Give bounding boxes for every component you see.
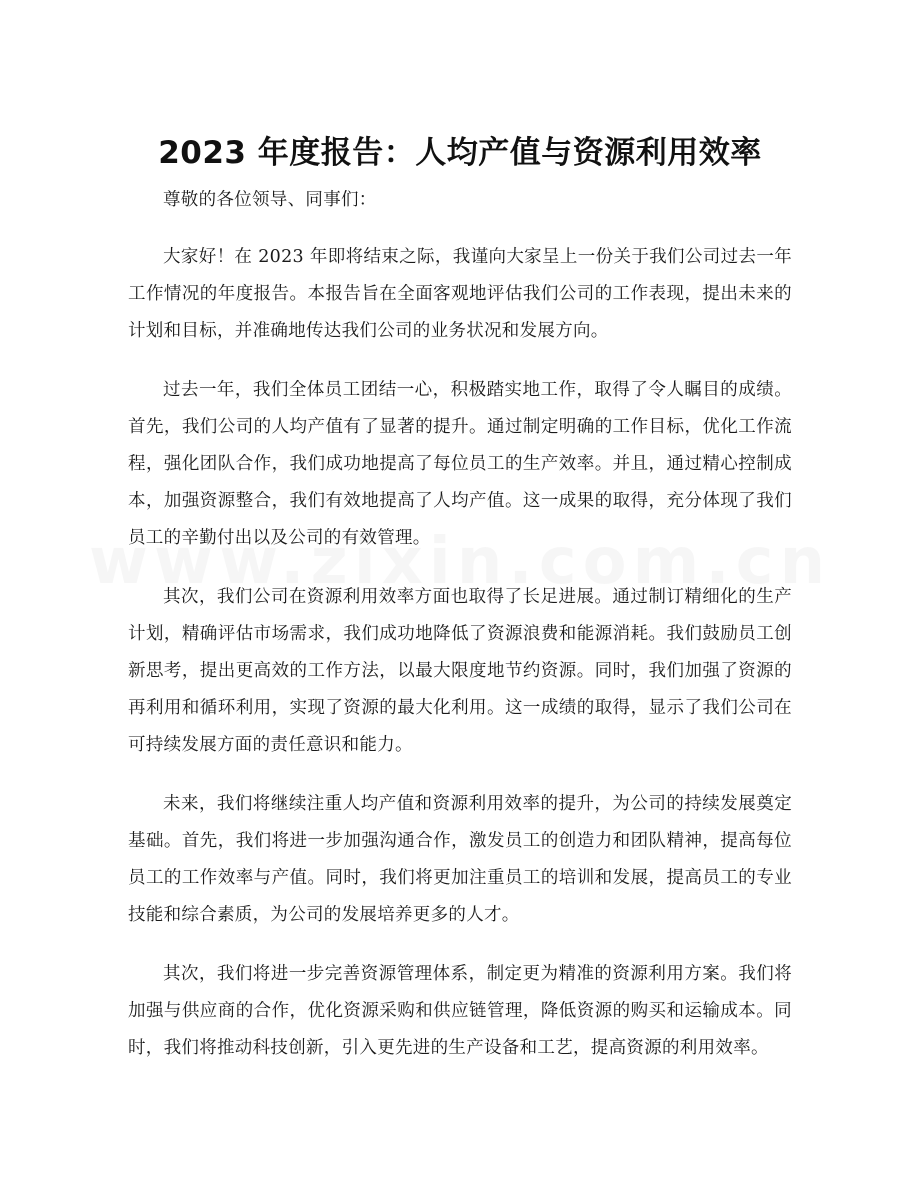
greeting-paragraph: 尊敬的各位领导、同事们： bbox=[163, 190, 377, 210]
resource-management-paragraph: 其次，我们将进一步完善资源管理体系，制定更为精准的资源利用方案。我们将加强与供应商的合作，优化资源采购和供应链管理，降低资源的购买和运输成本。同时，我们将推动科技创新，引入更先进的生产设备和工艺，提高资源的利用效率。 bbox=[128, 964, 792, 1058]
resource-efficiency-paragraph: 其次，我们公司在资源利用效率方面也取得了长足进展。通过制订精细化的生产计划，精确评估市场需求，我们成功地降低了资源浪费和能源消耗。我们鼓励员工创新思考，提出更高效的工作方法，以最大限度地节约资源。同时，我们加强了资源的再利用和循环利用，实现了资源的最大化利用。这一成绩的取得，显示了我们公司在可持续发展方面的责任意识和能力。 bbox=[128, 587, 792, 755]
document-body bbox=[128, 182, 792, 1089]
document-title: 2023 年度报告：人均产值与资源利用效率 bbox=[158, 134, 762, 171]
future-plan-paragraph: 未来，我们将继续注重人均产值和资源利用效率的提升，为公司的持续发展奠定基础。首先，我们将进一步加强沟通合作，激发员工的创造力和团队精神，提高每位员工的工作效率与产值。同时，我们将更加注重员工的培训和发展，提高员工的专业技能和综合素质，为公司的发展培养更多的人才。 bbox=[128, 794, 792, 925]
intro-paragraph: 大家好！在 2023 年即将结束之际，我谨向大家呈上一份关于我们公司过去一年工作情况的年度报告。本报告旨在全面客观地评估我们公司的工作表现，提出未来的计划和目标，并准确地传达我们公司的业务状况和发展方向。 bbox=[128, 247, 792, 341]
output-per-capita-paragraph: 过去一年，我们全体员工团结一心，积极踏实地工作，取得了令人瞩目的成绩。首先，我们公司的人均产值有了显著的提升。通过制定明确的工作目标，优化工作流程，强化团队合作，我们成功地提高了每位员工的生产效率。并且，通过精心控制成本，加强资源整合，我们有效地提高了人均产值。这一成果的取得，充分体现了我们员工的辛勤付出以及公司的有效管理。 bbox=[128, 380, 792, 548]
